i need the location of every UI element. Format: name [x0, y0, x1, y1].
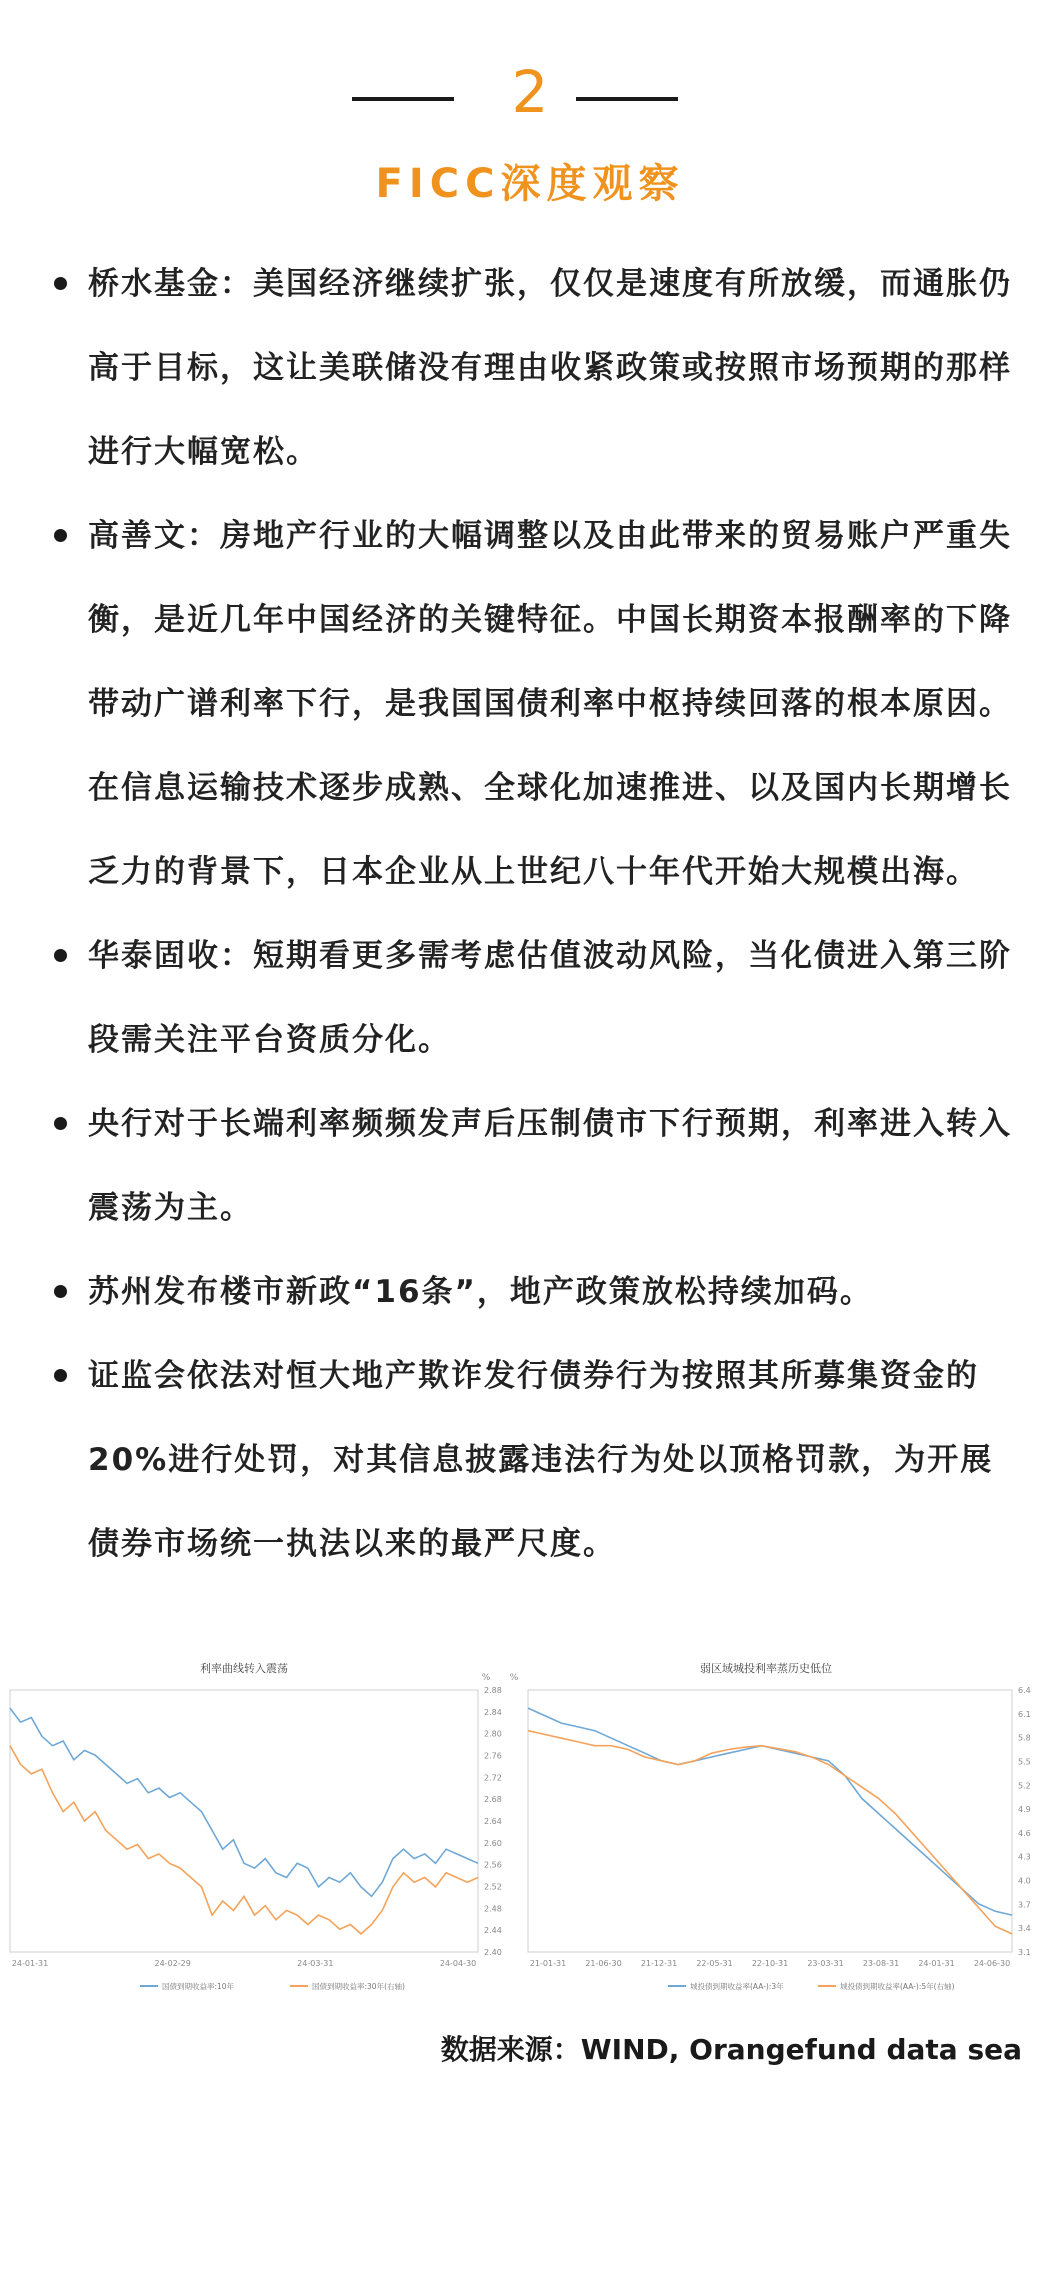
y-tick-label: 5.5: [1018, 1757, 1031, 1767]
y-tick-label: 3.7: [1018, 1900, 1031, 1910]
legend-label: 国债到期收益率:30年(右轴): [312, 1982, 405, 1991]
y-tick-label: 2.76: [484, 1751, 502, 1761]
series-line: [528, 1708, 1012, 1915]
section-title: FICC深度观察: [375, 161, 685, 207]
y-tick-label: 5.2: [1018, 1781, 1031, 1791]
legend-label: 城投债到期收益率(AA-):5年(右轴): [840, 1982, 955, 1991]
section-header: [0, 52, 1060, 132]
x-tick-label: 24-02-29: [154, 1959, 191, 1968]
y-tick-label: 6.1: [1018, 1709, 1031, 1719]
series-line: [10, 1746, 478, 1934]
x-tick-label: 22-05-31: [696, 1959, 733, 1968]
bullet-item: [52, 1082, 1012, 1250]
bullet-text: 桥水基金：美国经济继续扩张，仅仅是速度有所放缓，而通胀仍高于目标，这让美联储没有理由收紧政策或按照市场预期的那样进行大幅宽松。: [88, 266, 1012, 470]
bullet-text: 苏州发布楼市新政“16条”，地产政策放松持续加码。: [88, 1274, 873, 1310]
y-tick-label: 2.52: [484, 1882, 502, 1892]
x-tick-label: 23-03-31: [807, 1959, 844, 1968]
bullet-item: [52, 242, 1012, 494]
bullet-dot: [54, 277, 67, 290]
y-tick-label: 4.6: [1018, 1828, 1031, 1838]
y-axis-unit: %: [509, 1673, 519, 1683]
y-tick-label: 2.72: [484, 1773, 502, 1783]
y-axis-unit: %: [481, 1673, 491, 1683]
bullet-text: 华泰固收：短期看更多需考虑估值波动风险，当化债进入第三阶段需关注平台资质分化。: [88, 938, 1012, 1058]
bullet-item: [52, 1250, 1012, 1334]
x-tick-label: 22-10-31: [751, 1959, 789, 1968]
chart-frame: [10, 1690, 478, 1952]
y-tick-label: 2.80: [484, 1729, 502, 1739]
right-rule: [576, 97, 678, 101]
bullet-text: 央行对于长端利率频频发声后压制债市下行预期，利率进入转入震荡为主。: [88, 1106, 1012, 1226]
x-tick-label: 21-12-31: [640, 1959, 678, 1968]
bullet-item: [52, 914, 1012, 1082]
chart-title: 利率曲线转入震荡: [200, 1662, 288, 1675]
bullet-dot: [54, 1285, 67, 1298]
x-tick-label: 21-06-30: [585, 1959, 622, 1968]
y-tick-label: 4.0: [1018, 1876, 1031, 1886]
bullet-list: [52, 242, 1012, 1586]
y-tick-label: 3.1: [1018, 1948, 1031, 1957]
legend-label: 城投债到期收益率(AA-):3年: [690, 1982, 784, 1991]
chart-frame: [528, 1690, 1012, 1952]
chart-title: 弱区域城投利率蒸历史低位: [700, 1662, 832, 1675]
bullet-item: [52, 1334, 1012, 1586]
y-tick-label: 2.64: [484, 1817, 502, 1826]
y-tick-label: 2.40: [484, 1948, 502, 1957]
x-tick-label: 23-08-31: [862, 1959, 900, 1968]
charts-area: [0, 1652, 1060, 2008]
bullet-dot: [54, 529, 67, 542]
x-tick-label: 24-01-31: [918, 1959, 955, 1968]
bullet-text: 高善文：房地产行业的大幅调整以及由此带来的贸易账户严重失衡，是近几年中国经济的关键特征。中国长期资本报酬率的下降带动广谱利率下行，是我国国债利率中枢持续回落的根本原因。在信息运输技术逐步成熟、全球化加速推进、以及国内长期增长乏力的背景下，日本企业从上世纪八十年代开始大规模出海。: [88, 518, 1012, 890]
series-line: [10, 1708, 478, 1896]
section-number: 2: [511, 58, 549, 126]
y-tick-label: 2.68: [484, 1795, 502, 1805]
y-tick-label: 2.84: [484, 1707, 502, 1717]
bullet-text: 证监会依法对恒大地产欺诈发行债券行为按照其所募集资金的20%进行处罚，对其信息披露违法行为处以顶格罚款，为开展债券市场统一执法以来的最严尺度。: [88, 1358, 994, 1562]
bullet-dot: [54, 949, 67, 962]
y-tick-label: 3.4: [1018, 1924, 1031, 1934]
x-tick-label: 24-04-30: [439, 1959, 477, 1968]
x-tick-label: 24-01-31: [11, 1959, 49, 1968]
charts-svg: [0, 1652, 1060, 2008]
y-tick-label: 2.60: [484, 1838, 502, 1848]
bullet-dot: [54, 1369, 67, 1382]
y-tick-label: 4.3: [1018, 1852, 1031, 1862]
bullet-dot: [54, 1117, 67, 1130]
data-source: 数据来源：WIND, Orangefund data sea: [440, 2033, 1022, 2066]
y-tick-label: 6.4: [1018, 1686, 1031, 1695]
series-line: [528, 1731, 1012, 1934]
x-tick-label: 24-03-31: [297, 1959, 334, 1968]
y-tick-label: 2.48: [484, 1904, 502, 1914]
y-tick-label: 4.9: [1018, 1805, 1031, 1815]
x-tick-label: 24-06-30: [973, 1959, 1011, 1968]
bullet-item: [52, 494, 1012, 914]
y-tick-label: 2.56: [484, 1860, 502, 1870]
y-tick-label: 2.88: [484, 1686, 502, 1695]
y-tick-label: 5.8: [1018, 1733, 1031, 1743]
legend-label: 国债到期收益率:10年: [162, 1982, 235, 1991]
x-tick-label: 21-01-31: [529, 1959, 567, 1968]
y-tick-label: 2.44: [484, 1926, 502, 1936]
